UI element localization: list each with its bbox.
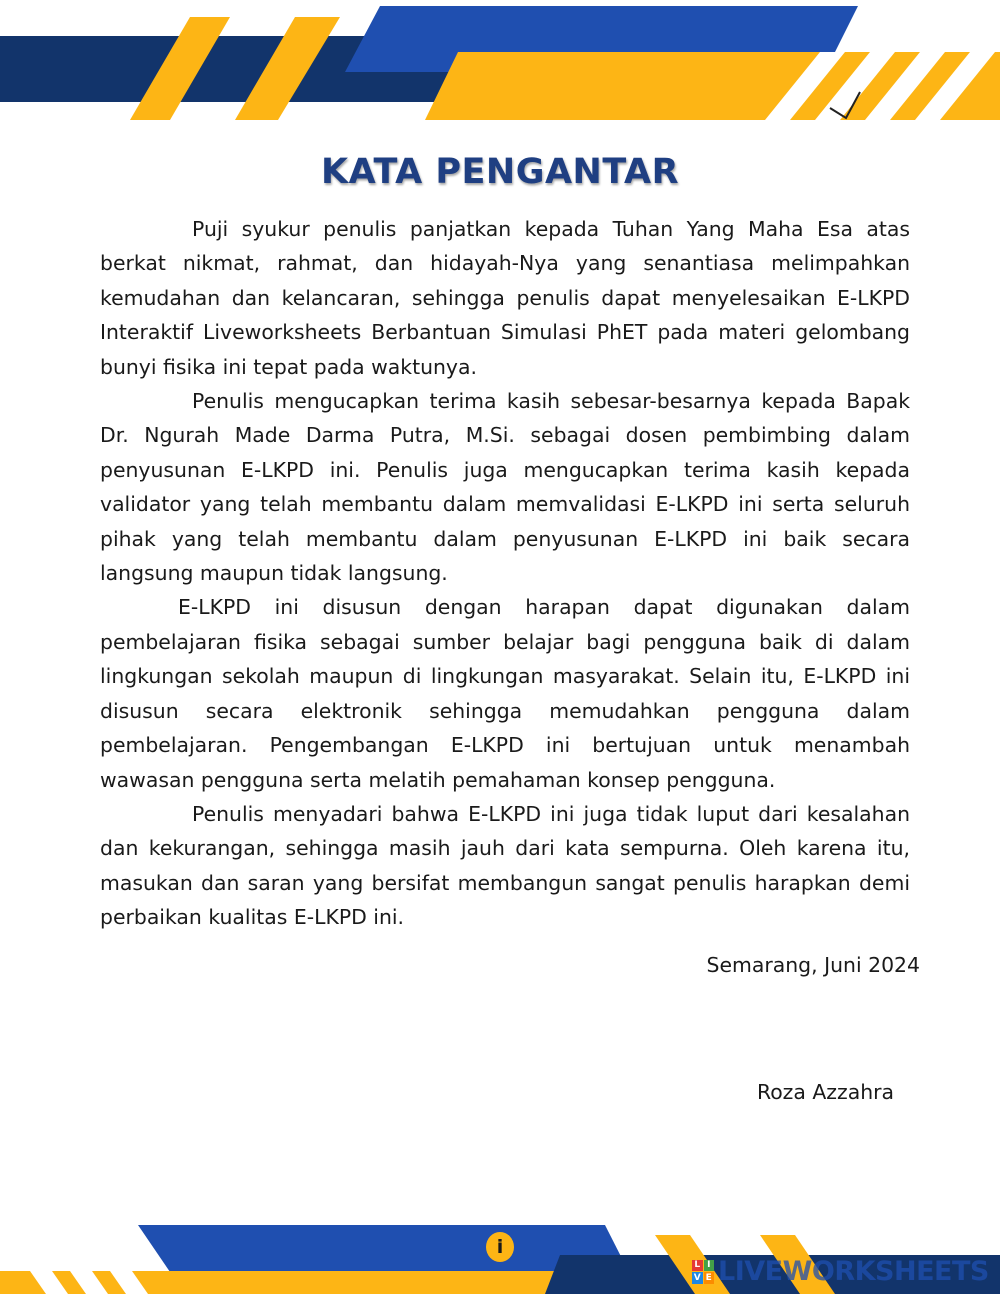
liveworksheets-watermark [692,1256,989,1287]
paragraph: Puji syukur penulis panjatkan kepada Tuhan Yang Maha Esa atas berkat nikmat, rahmat, dan hidayah-Nya yang senantiasa melimpahkan kemudahan dan kelancaran, sehingga penulis dapat menyelesaikan E-LKPD Interaktif Liveworksheets Berbantuan Simulasi PhET pada materi gelombang bunyi fisika ini tepat pada waktunya. [100,217,910,379]
paragraph: E-LKPD ini disusun dengan harapan dapat digunakan dalam pembelajaran fisika sebagai sumber belajar bagi pengguna baik di dalam lingkungan sekolah maupun di lingkungan masyarakat. Selain itu, E-LKPD ini disusun secara elektronik sehingga memudahkan pengguna dalam pembelajaran. Pengembangan E-LKPD ini bertujuan untuk menambah wawasan pengguna serta melatih pemahaman konsep pengguna. [100,595,910,792]
paragraph: Penulis mengucapkan terima kasih sebesar-besarnya kepada Bapak Dr. Ngurah Made Darma Putra, M.Si. sebagai dosen pembimbing dalam penyusunan E-LKPD ini. Penulis juga mengucapkan terima kasih kepada validator yang telah membantu dalam memvalidasi E-LKPD ini serta seluruh pihak yang telah membantu dalam penyusunan E-LKPD ini baik secara langsung maupun tidak langsung. [100,389,910,586]
liveworksheets-logo-icon: L I V E [692,1260,714,1284]
foreword-body [100,212,910,935]
signer-name: Roza Azzahra [756,1080,894,1104]
page-number: i [486,1232,514,1262]
paragraph: Penulis menyadari bahwa E-LKPD ini juga tidak luput dari kesalahan dan kekurangan, sehingga masih jauh dari kata sempurna. Oleh karena itu, masukan dan saran yang bersifat membangun sangat penulis harapkan demi perbaikan kualitas E-LKPD ini. [100,801,910,930]
page-title: KATA PENGANTAR [320,152,680,192]
top-decorative-banner [0,0,1000,140]
place-and-date: Semarang, Juni 2024 [706,953,920,977]
watermark-text: LIVEWORKSHEETS [718,1256,989,1287]
